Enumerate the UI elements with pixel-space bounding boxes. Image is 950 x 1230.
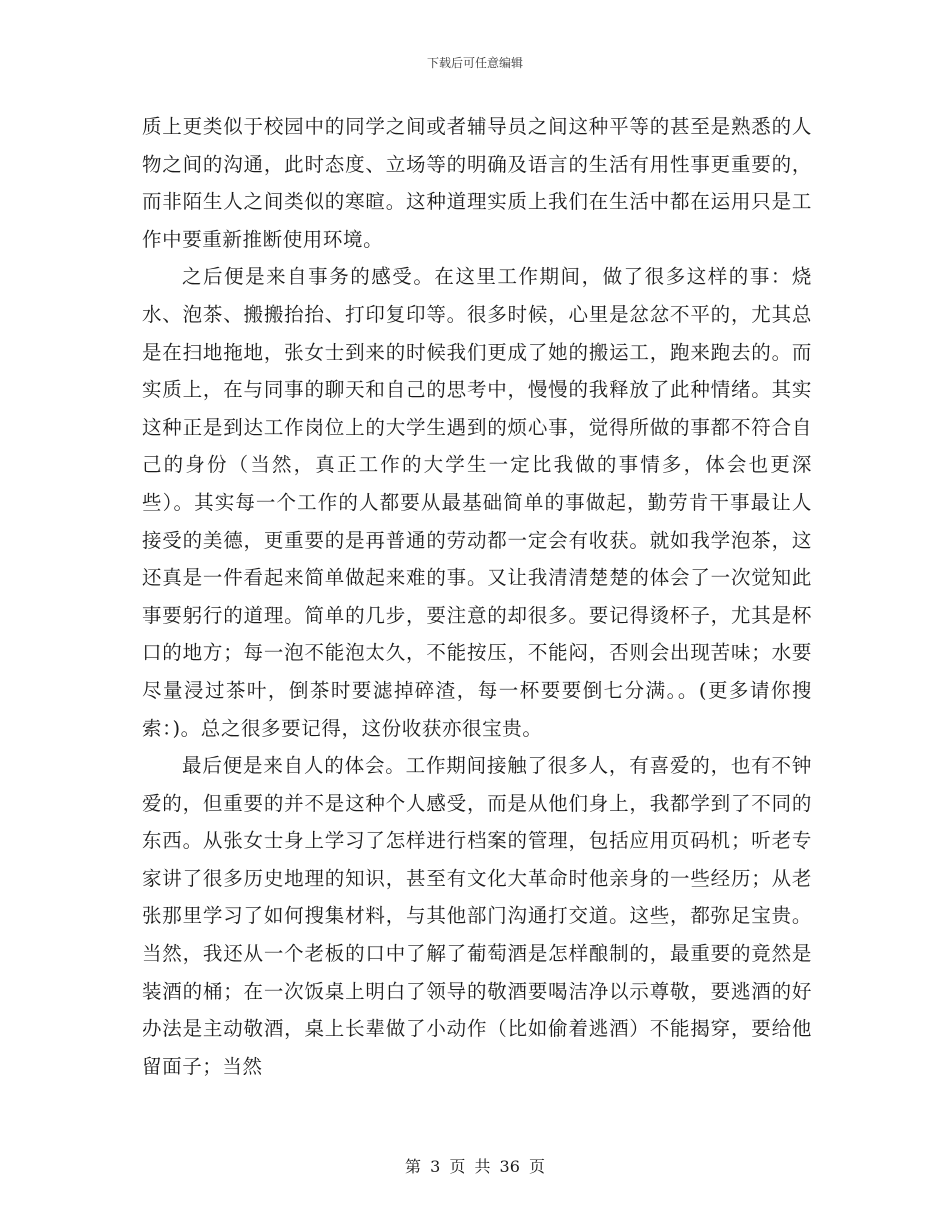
- page-number-footer: 第 3 页 共 36 页: [405, 1157, 545, 1176]
- document-body: [142, 108, 812, 1085]
- paragraph-2: 之后便是来自事务的感受。在这里工作期间，做了很多这样的事：烧水、泡茶、搬搬抬抬、打印复印等。很多时候，心里是忿忿不平的，尤其总是在扫地拖地，张女士到来的时候我们更成了她的搬运工，跑来跑去的。而实质上，在与同事的聊天和自己的思考中，慢慢的我释放了此种情绪。其实这种正是到达工作岗位上的大学生遇到的烦心事，觉得所做的事都不符合自己的身份（当然，真正工作的大学生一定比我做的事情多，体会也更深些）。其实每一个工作的人都要从最基础简单的事做起，勤劳肯干事最让人接受的美德，更重要的是再普通的劳动都一定会有收获。就如我学泡茶，这还真是一件看起来简单做起来难的事。又让我清清楚楚的体会了一次觉知此事要躬行的道理。简单的几步，要注意的却很多。要记得烫杯子，尤其是杯口的地方；每一泡不能泡太久，不能按压，不能闷，否则会出现苦味；水要尽量浸过茶叶，倒茶时要滤掉碎渣，每一杯要要倒七分满。。(更多请你搜索：)。总之很多要记得，这份收获亦很宝贵。: [142, 265, 812, 740]
- page-header: 下载后可任意编辑: [426, 56, 523, 70]
- paragraph-1: 质上更类似于校园中的同学之间或者辅导员之间这种平等的甚至是熟悉的人物之间的沟通，此时态度、立场等的明确及语言的生活有用性事更重要的，而非陌生人之间类似的寒暄。这种道理实质上我们在生活中都在运用只是工作中要重新推断使用环境。: [142, 115, 812, 251]
- paragraph-3: 最后便是来自人的体会。工作期间接触了很多人，有喜爱的，也有不钟爱的，但重要的并不是这种个人感受，而是从他们身上，我都学到了不同的东西。从张女士身上学习了怎样进行档案的管理，包括应用页码机；听老专家讲了很多历史地理的知识，甚至有文化大革命时他亲身的一些经历；从老张那里学习了如何搜集材料，与其他部门沟通打交道。这些，都弥足宝贵。当然，我还从一个老板的口中了解了葡萄酒是怎样酿制的，最重要的竟然是装酒的桶；在一次饭桌上明白了领导的敬酒要喝洁净以示尊敬，要逃酒的好办法是主动敬酒，桌上长辈做了小动作（比如偷着逃酒）不能揭穿，要给他留面子；当然: [142, 754, 812, 1078]
